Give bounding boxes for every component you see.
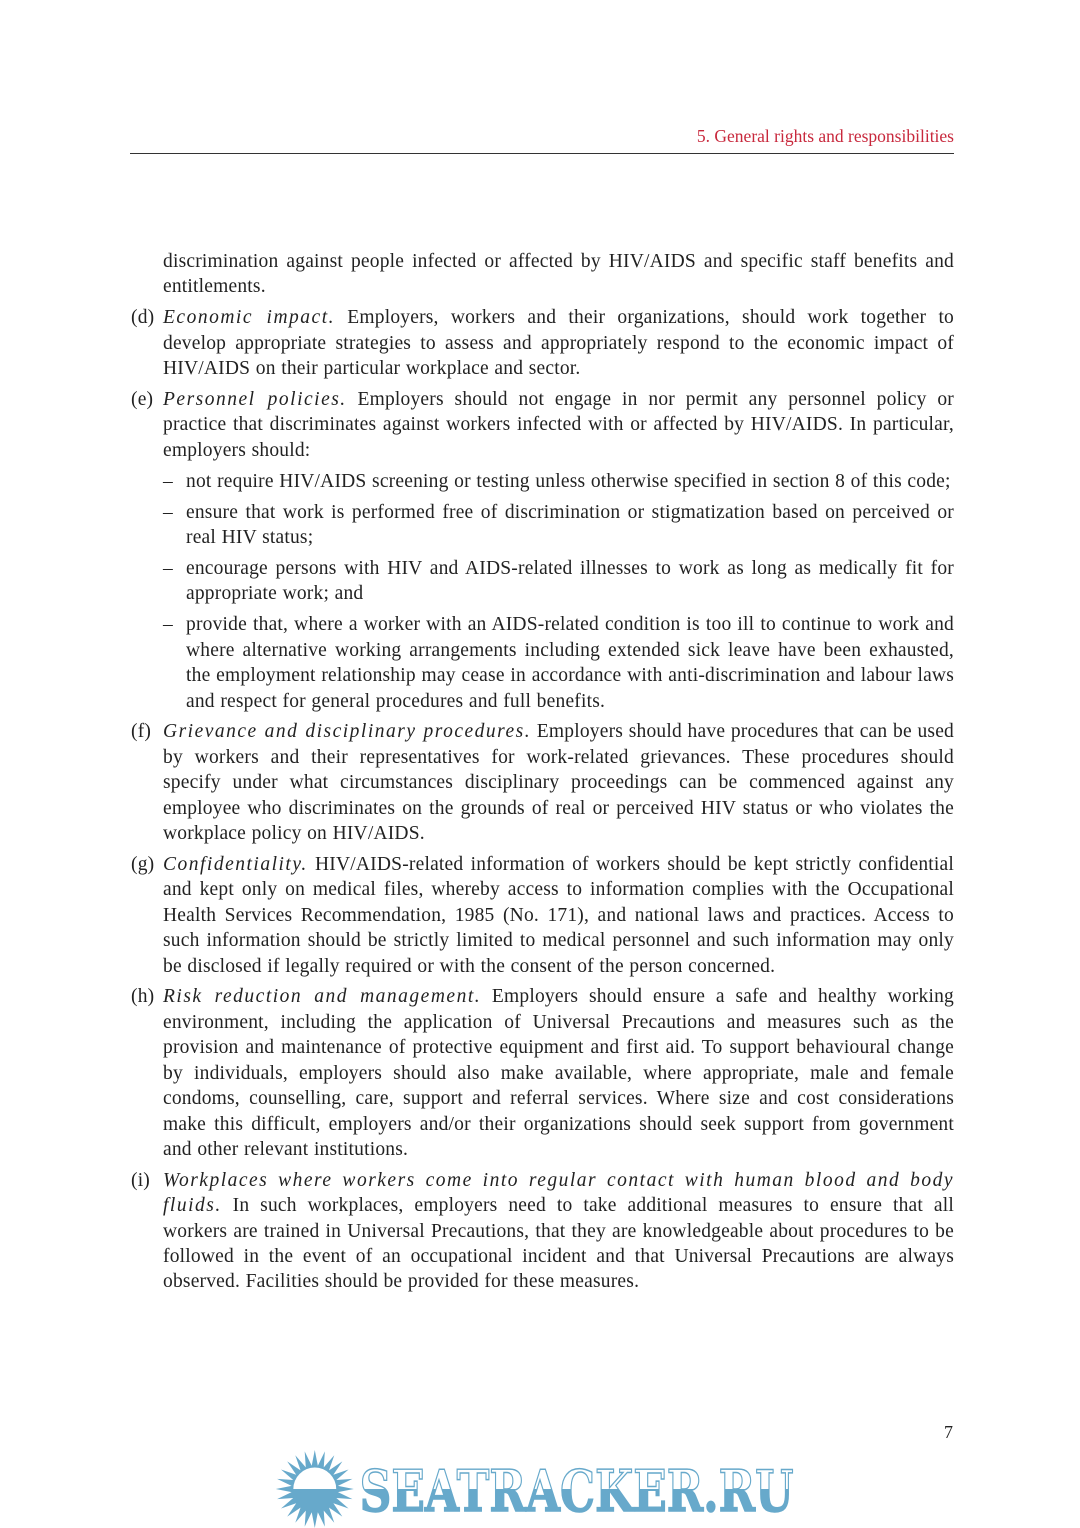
item-text: In such workplaces, employers need to take additional measures to ensure that all workers are trained in Universal Precautions, that they are knowledgeable about procedures to be followed in the event of an occupational incident and that Universal Precautions are always observed. Facilities should be provided for these measures. (163, 1195, 954, 1293)
item-title: Personnel policies. (163, 389, 347, 411)
item-title: Confidentiality. (163, 853, 308, 875)
item-text: HIV/AIDS-related information of workers should be kept strictly confidential and kept only on medical files, whereby access to information complies with the Occupational Health Services Recommendation, 1985 (No. 171), and national laws and practices. Access to such information should be strictly limited to medical personnel and such information may only be disclosed if legally required or with the consent of the person concerned. (163, 853, 954, 977)
item-title: Economic impact. (163, 307, 335, 329)
item-label: (g) (131, 853, 155, 875)
list-item (131, 387, 954, 463)
item-text: Employers should ensure a safe and healthy working environment, including the application of Universal Precautions and measures such as the provision and maintenance of protective equipment and first aid. To support behavioural change by individuals, employers should also make available, where appropriate, male and female condoms, counselling, care, support and referral services. Where size and cost considerations make this difficult, employers and/or their organizations should seek support from government and other relevant institutions. (163, 986, 954, 1160)
item-label: (i) (131, 1169, 151, 1191)
header-rule (130, 153, 954, 154)
dash-marker: – (163, 614, 173, 636)
item-label: (h) (131, 986, 155, 1008)
dash-marker: – (163, 557, 173, 579)
item-label: (d) (131, 307, 155, 329)
dash-marker: – (163, 501, 173, 523)
bullet-text: encourage persons with HIV and AIDS-related illnesses to work as long as medically fit for appropriate work; and (186, 557, 954, 605)
item-title: Grievance and disciplinary procedures. (163, 721, 532, 743)
item-label: (f) (131, 721, 152, 743)
list-item (131, 719, 954, 846)
bullet-text: provide that, where a worker with an AIDS-related condition is too ill to continue to work and where alternative working arrangements including extended sick leave have been exhausted, the employment relationship may cease in accordance with anti-discrimination and labour laws and respect for general procedures and full benefits. (186, 614, 954, 712)
item-text: Employers, workers and their organizations, should work together to develop appropriate strategies to assess and appropriately respond to the economic impact of HIV/AIDS on their particular workplace and sector. (163, 307, 955, 380)
item-text: Employers should not engage in nor permit any personnel policy or practice that discriminates against workers infected with or affected by HIV/AIDS. In particular, employers should: (163, 389, 954, 461)
list-item (131, 305, 954, 381)
page-number: 7 (944, 1422, 953, 1442)
item-title: Risk reduction and management. (163, 986, 482, 1008)
watermark-logo (0, 1450, 1080, 1528)
continuation-paragraph: discrimination against people infected or affected by HIV/AIDS and specific staff benefits and entitlements. (163, 251, 954, 298)
sun-icon (276, 1450, 354, 1528)
item-title: Workplaces where workers come into regular contact with human blood and body fluids. (163, 1169, 954, 1217)
running-header: 5. General rights and responsibilities (696, 126, 954, 146)
list-item (131, 1168, 954, 1295)
list-item (131, 852, 954, 979)
bullet-item (131, 469, 954, 494)
document-body (131, 249, 954, 1300)
item-text: Employers should have procedures that can be used by workers and their representatives for work-related grievances. These procedures should specify under what circumstances disciplinary proceedings can be commenced against any employee who discriminates on the grounds of real or perceived HIV status or who violates the workplace policy on HIV/AIDS. (163, 721, 954, 845)
list-item (131, 984, 954, 1162)
bullet-item (131, 556, 954, 607)
item-label: (e) (131, 389, 154, 411)
bullet-text: not require HIV/AIDS screening or testing unless otherwise specified in section 8 of this code; (186, 470, 951, 492)
dash-marker: – (163, 470, 173, 492)
bullet-item (131, 612, 954, 714)
bullet-item (131, 500, 954, 551)
bullet-text: ensure that work is performed free of discrimination or stigmatization based on perceived or real HIV status; (186, 501, 954, 549)
watermark-text: SEATRACKER.RU (359, 1456, 794, 1525)
